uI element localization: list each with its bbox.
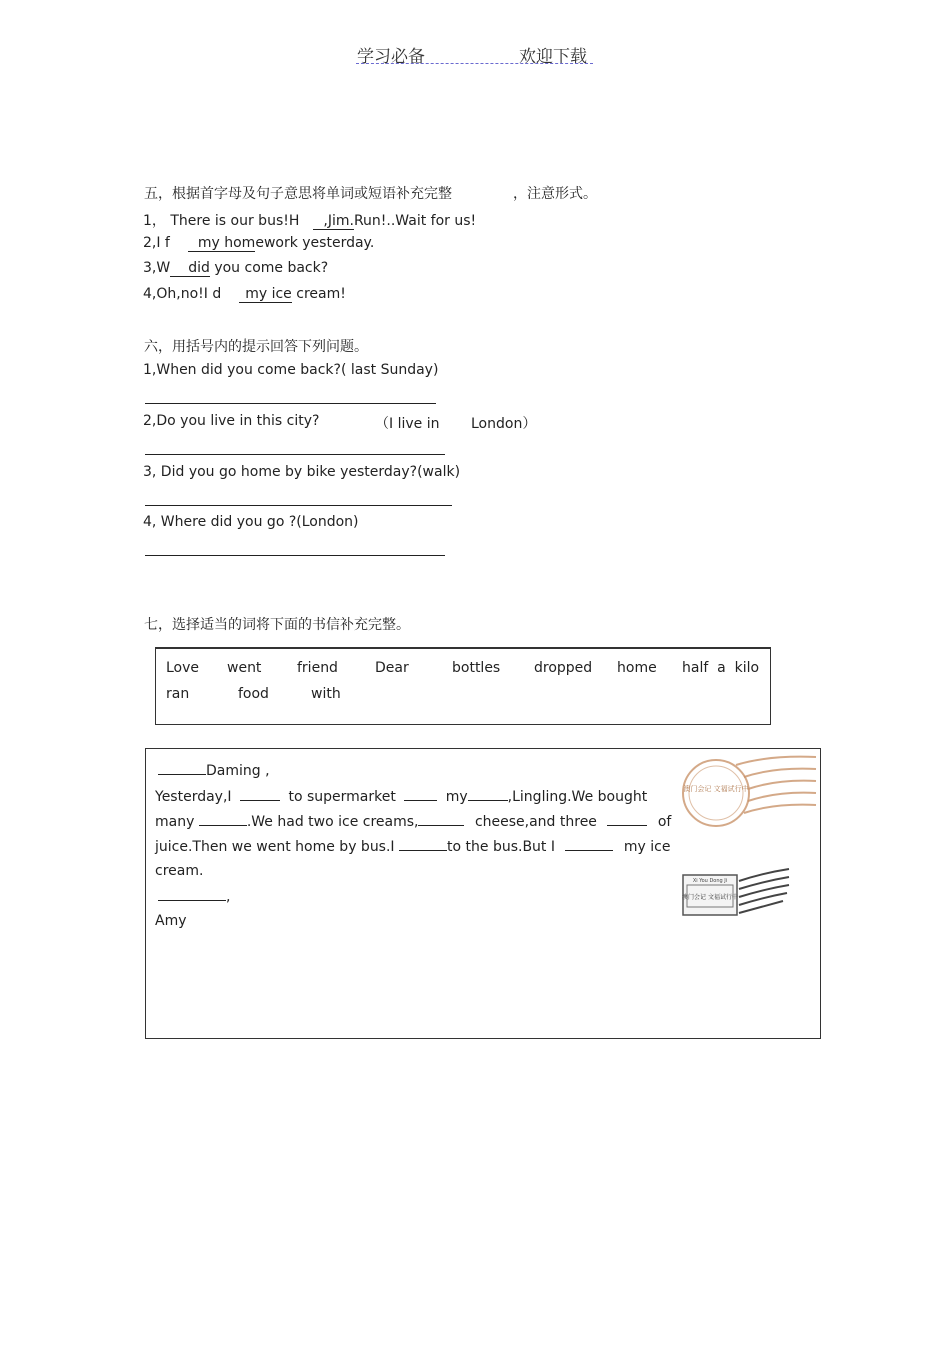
blank-6[interactable] bbox=[607, 813, 647, 826]
word-went: went bbox=[227, 660, 262, 676]
s6-answer-line-1[interactable] bbox=[145, 403, 436, 404]
s6-q2-hint-a: （I live in bbox=[375, 416, 440, 432]
s5-q2 bbox=[143, 235, 374, 252]
letter-l3a: juice.Then we went home by bus.I bbox=[155, 839, 395, 855]
postmark-rect-top-text: Xi You Dong Ji bbox=[692, 878, 728, 884]
section-7-title: 七，选择适当的词将下面的书信补充完整。 bbox=[144, 617, 410, 633]
letter-l3b: to the bus.But I bbox=[447, 839, 555, 855]
letter-l1a: Yesterday,I bbox=[155, 789, 232, 805]
letter-closing-line bbox=[158, 888, 230, 905]
word-half-a-kilo: half a kilo bbox=[682, 660, 760, 676]
s5-q3-post: you come back? bbox=[209, 260, 329, 276]
word-dear: Dear bbox=[375, 660, 409, 676]
letter-greeting-line bbox=[158, 762, 270, 779]
section-5-title: 五，根据首字母及句子意思将单词或短语补充完整 bbox=[144, 186, 452, 202]
letter-line-1 bbox=[155, 788, 647, 805]
s5-q4-pre: 4,Oh,no!I d bbox=[143, 286, 222, 302]
s5-q2-fill[interactable]: my hom bbox=[188, 235, 255, 252]
header-left: 学习必备 bbox=[357, 47, 425, 67]
s6-q2-hint-b: London） bbox=[471, 416, 537, 432]
blank-1[interactable] bbox=[240, 788, 280, 801]
header-right: 欢迎下载 bbox=[519, 47, 587, 67]
s5-q1-fill[interactable]: ,Jim. bbox=[313, 213, 354, 230]
letter-line-4: cream. bbox=[155, 863, 204, 879]
blank-4[interactable] bbox=[199, 813, 247, 826]
letter-line-3 bbox=[155, 838, 670, 855]
word-with: with bbox=[311, 686, 341, 702]
header-underline bbox=[356, 63, 593, 64]
word-ran: ran bbox=[166, 686, 190, 702]
blank-5[interactable] bbox=[418, 813, 464, 826]
s6-q2: 2,Do you live in this city? bbox=[143, 413, 320, 429]
letter-l3c: my ice bbox=[623, 839, 671, 855]
letter-l2c: cheese,and three bbox=[474, 814, 597, 830]
letter-l1c: my bbox=[445, 789, 468, 805]
blank-2[interactable] bbox=[404, 788, 437, 801]
section-6-title: 六，用括号内的提示回答下列问题。 bbox=[144, 339, 368, 355]
s5-q1-post: Run!..Wait for us! bbox=[353, 213, 477, 229]
word-food: food bbox=[238, 686, 269, 702]
s6-answer-line-4[interactable] bbox=[145, 555, 445, 556]
letter-l2b: .We had two ice creams, bbox=[246, 814, 419, 830]
postmark-round-icon bbox=[678, 751, 818, 833]
postmark-round-text: 澳门会记 文福试行中 bbox=[683, 785, 749, 793]
s5-q4 bbox=[143, 286, 346, 303]
closing-comma: , bbox=[226, 889, 231, 905]
s5-q3 bbox=[143, 260, 328, 277]
s5-q1-pre: 1， There is our bus!H bbox=[143, 213, 300, 229]
s6-answer-line-2[interactable] bbox=[145, 454, 445, 455]
letter-l2d: of bbox=[657, 814, 672, 830]
s5-q3-pre: 3,W bbox=[143, 260, 171, 276]
section-5-note: ，注意形式。 bbox=[513, 186, 597, 202]
blank-closing[interactable] bbox=[158, 888, 226, 901]
blank-7[interactable] bbox=[399, 838, 447, 851]
word-dropped: dropped bbox=[534, 660, 593, 676]
s6-answer-line-3[interactable] bbox=[145, 505, 452, 506]
letter-box bbox=[145, 748, 821, 1039]
s6-q4: 4, Where did you go ?(London) bbox=[143, 514, 359, 530]
letter-l1b: to supermarket bbox=[288, 789, 396, 805]
postmark-rect-text: 澳门会记 文福试行中 bbox=[682, 894, 738, 901]
blank-8[interactable] bbox=[565, 838, 613, 851]
letter-greeting: Daming , bbox=[206, 763, 270, 779]
s5-q3-fill[interactable]: did bbox=[170, 260, 210, 277]
word-love: Love bbox=[166, 660, 200, 676]
s5-q4-post: cream! bbox=[291, 286, 346, 302]
blank-greeting[interactable] bbox=[158, 762, 206, 775]
s5-q1 bbox=[143, 210, 476, 230]
s5-q2-post: ework yesterday. bbox=[255, 235, 375, 251]
letter-l1d: ,Lingling.We bought bbox=[507, 789, 648, 805]
word-home: home bbox=[617, 660, 657, 676]
s5-q2-pre: 2,I f bbox=[143, 235, 170, 251]
s6-q3: 3, Did you go home by bike yesterday?(walk) bbox=[143, 464, 461, 480]
letter-signature: Amy bbox=[155, 913, 187, 929]
word-bottles: bottles bbox=[452, 660, 501, 676]
postmark-rect-icon bbox=[681, 867, 791, 919]
blank-3[interactable] bbox=[468, 788, 508, 801]
letter-line-2 bbox=[155, 813, 671, 830]
s5-q4-fill[interactable]: my ice bbox=[239, 286, 292, 303]
word-friend: friend bbox=[297, 660, 338, 676]
word-bank-box bbox=[155, 647, 771, 725]
s6-q1: 1,When did you come back?( last Sunday) bbox=[143, 362, 439, 378]
letter-l2a: many bbox=[155, 814, 195, 830]
